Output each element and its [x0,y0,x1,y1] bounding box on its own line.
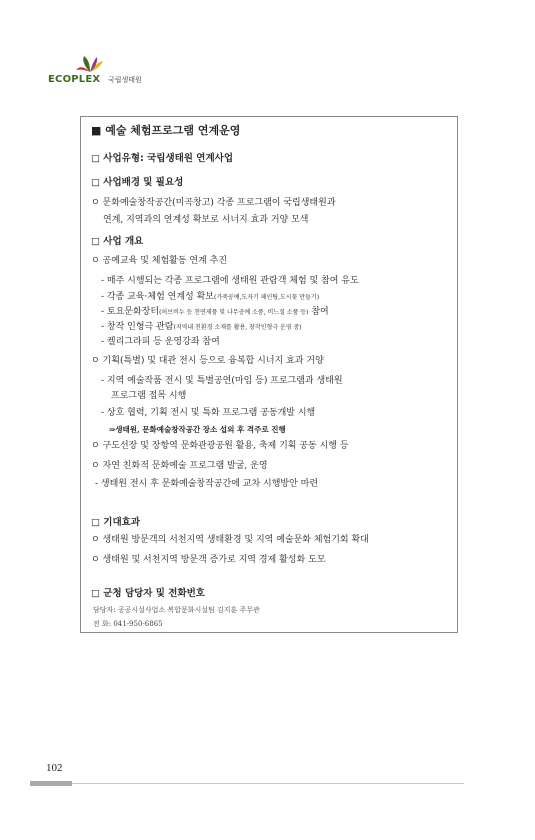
footer-bar [30,781,72,786]
overview-sub-3-main: - 토요문화장터 [101,307,160,317]
project-type: □ 사업유형: 국립생태원 연계사업 [91,153,233,164]
overview-sub-4 [101,321,302,334]
background-item: ㅇ 문화예술창작공간(미곡창고) 각종 프로그램이 국립생태원과 [91,198,336,208]
overview-item-3: ㅇ 구도선장 및 장항역 문화관광공원 활용, 축제 기획 공동 시행 등 [91,441,349,451]
overview-sub-4-note: (지역내 친환경 소재를 활용, 창작인형극 운영 중) [173,324,302,331]
overview-sub-2-main: - 각종 교육·체험 연계성 확보 [101,292,214,302]
effect-item-2: ㅇ 생태원 및 서천지역 방문객 증가로 지역 경제 활성화 도모 [91,555,326,565]
logo-subtitle: 국립생태원 [108,76,142,84]
overview-item-2-sub-2: - 상호 협력, 기획 전시 및 특화 프로그램 공동개발 시행 [101,408,316,418]
overview-item-1: ㅇ 공예교육 및 체험활동 연계 추진 [91,256,228,266]
overview-heading: □ 사업 개요 [91,236,144,247]
leaf-logo-icon [70,54,110,74]
document-title: ■ 예술 체험프로그램 연계운영 [91,124,241,137]
contact-person: 담당자: 공공시설사업소 복합문화시설팀 김지훈 주무관 [93,606,260,614]
overview-item-4-sub: - 생태원 전시 후 문화예술창작공간에 교차 시행방안 마련 [95,479,319,489]
overview-item-2: ㅇ 기획(특별) 및 대관 전시 등으로 융복합 시너지 효과 거양 [91,356,324,366]
page-number: 102 [46,762,63,774]
background-heading: □ 사업배경 및 필요성 [91,177,184,188]
background-item-cont: 연계, 지역과의 연계성 확보로 시너지 효과 거양 모색 [103,215,309,225]
overview-sub-1: - 매주 시행되는 각종 프로그램에 생태원 관람객 체험 및 참여 유도 [101,276,359,286]
overview-item-2-sub-1-cont: 프로그램 접목 시행 [111,391,187,401]
overview-item-2-sub-1: - 지역 예술작품 전시 및 특별공연(마임 등) 프로그램과 생태원 [101,376,343,386]
logo-wordmark: ECOPLEX [48,74,101,85]
ecoplex-logo [48,56,158,90]
footer-divider [72,783,464,784]
overview-sub-3 [101,306,329,319]
overview-sub-5: - 켈리그라피 등 운영강좌 참여 [101,337,220,347]
overview-sub-3-note: (허브비누 등 천연제품 및 나무공예 소품, 비느질 소품 등) [159,309,309,316]
document-box [80,116,458,633]
overview-sub-4-main: - 창작 인형극 관람 [101,322,174,332]
contact-heading: □ 군청 담당자 및 전화번호 [91,588,205,599]
overview-item-4: ㅇ 자연 친화적 문화예술 프로그램 발굴, 운영 [91,461,268,471]
overview-sub-3-tail: 참여 [308,307,329,317]
overview-sub-2 [101,291,319,304]
contact-phone: 전 화: 041-950-6865 [93,620,163,628]
overview-item-2-note: ⇒생태원, 문화예술창작공간 장소 섭외 후 격주로 진행 [109,425,286,434]
overview-sub-2-note: (가죽공예,도자기 페인팅,도시꽃 만들기) [213,294,320,301]
effect-heading: □ 기대효과 [91,517,140,528]
effect-item-1: ㅇ 생태원 방문객의 서천지역 생태환경 및 지역 예술문화 체험기회 확대 [91,535,369,545]
